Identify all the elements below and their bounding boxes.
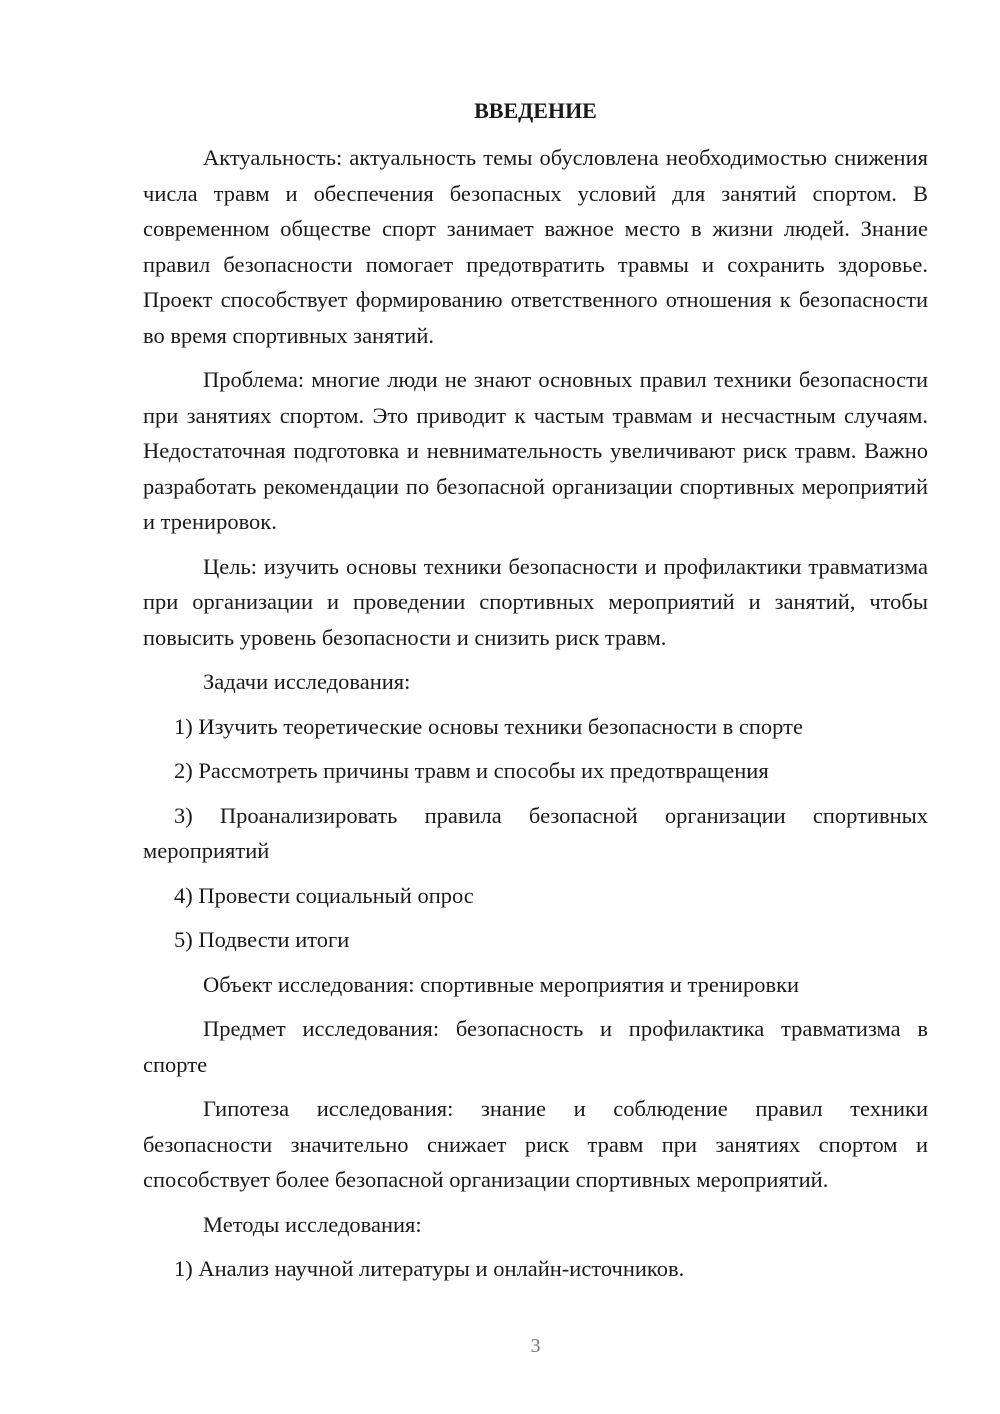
methods-heading: Методы исследования:: [203, 1211, 422, 1237]
paragraph-object: Объект исследования: спортивные мероприятия и тренировки: [203, 971, 800, 997]
paragraph-subject: Предмет исследования: безопасность и профилактика травматизма в спорте: [143, 1016, 928, 1077]
page-title: ВВЕДЕНИЕ: [474, 98, 597, 123]
paragraph-goal: Цель: изучить основы техники безопасности и профилактики травматизма при организации и проведении спортивных мероприятий и занятий, чтобы повысить уровень безопасности и снизить риск травм.: [143, 553, 928, 650]
task-item-3: 3) Проанализировать правила безопасной организации спортивных мероприятий: [143, 802, 928, 863]
paragraph-relevance: Актуальность: актуальность темы обусловлена необходимостью снижения числа травм и обеспечения безопасных условий для занятий спортом. В современном обществе спорт занимает важное место в жизни людей. Знание правил безопасности помогает предотвратить травмы и сохранить здоровье. Проект способствует формированию ответственного отношения к безопасности во время спортивных занятий.: [143, 145, 928, 348]
paragraph-problem: Проблема: многие люди не знают основных правил техники безопасности при занятиях спортом. Это приводит к частым травмам и несчастным случаям. Недостаточная подготовка и невнимательность увеличивают риск травм. Важно разработать рекомендации по безопасной организации спортивных мероприятий и тренировок.: [143, 367, 928, 534]
page-number: 3: [530, 1335, 541, 1357]
task-item-4: 4) Провести социальный опрос: [174, 882, 474, 908]
document-body: [143, 140, 928, 1296]
paragraph-hypothesis: Гипотеза исследования: знание и соблюдение правил техники безопасности значительно снижает риск травм при занятиях спортом и способствует более безопасной организации спортивных мероприятий.: [143, 1096, 928, 1192]
tasks-heading: Задачи исследования:: [203, 669, 411, 694]
task-item-1: 1) Изучить теоретические основы техники безопасности в спорте: [174, 713, 803, 739]
task-item-2: 2) Рассмотреть причины травм и способы их предотвращения: [174, 758, 769, 783]
method-item-1: 1) Анализ научной литературы и онлайн-источников.: [174, 1256, 685, 1281]
task-item-5: 5) Подвести итоги: [174, 927, 350, 952]
